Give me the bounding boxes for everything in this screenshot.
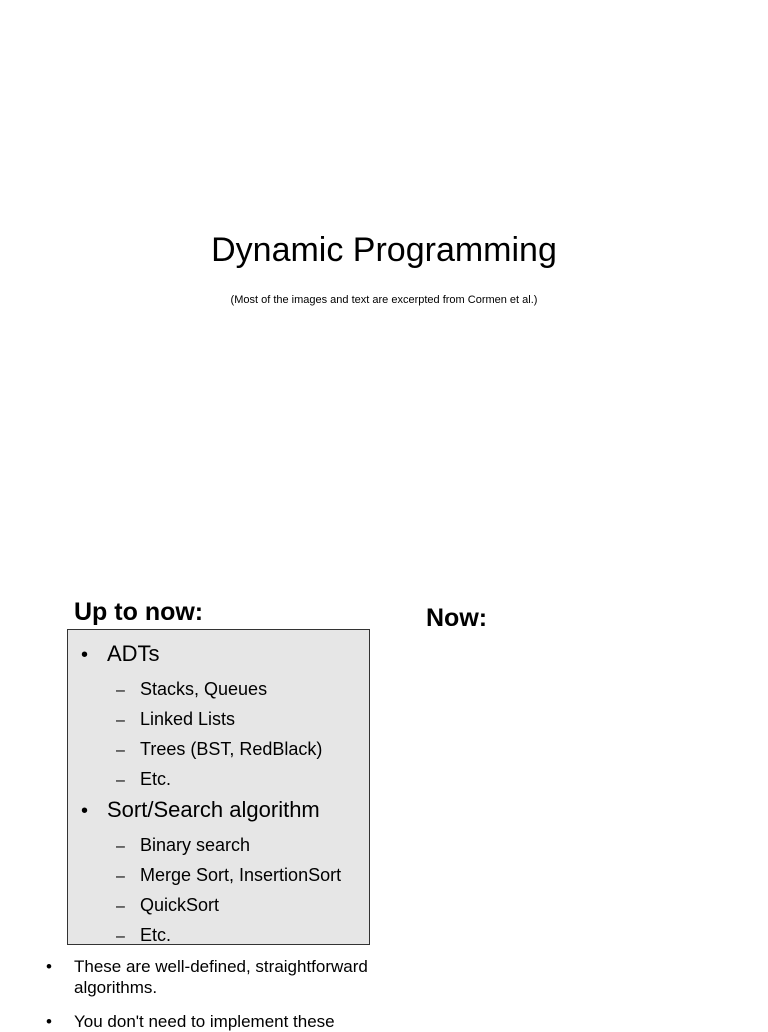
list-item: [81, 640, 160, 669]
bullet-icon: •: [46, 957, 52, 976]
item-label: Etc.: [140, 925, 172, 945]
list-item: [116, 737, 322, 763]
bullet-icon: •: [81, 644, 89, 666]
note-text: You don't need to implement these: [74, 1012, 335, 1031]
dash-icon: –: [116, 682, 125, 699]
item-label: Trees (BST, RedBlack): [140, 739, 323, 759]
dash-icon: –: [116, 928, 125, 945]
dash-icon: –: [116, 838, 125, 855]
slide-title: Dynamic Programming: [211, 231, 557, 269]
group-label: ADTs: [107, 641, 160, 666]
topics-box: [67, 629, 370, 945]
now-heading: Now:: [426, 604, 488, 632]
item-label: QuickSort: [140, 895, 220, 915]
list-item: [116, 707, 235, 733]
bullet-icon: •: [81, 800, 89, 822]
dash-icon: –: [116, 772, 125, 789]
item-label: Linked Lists: [140, 709, 236, 729]
dash-icon: –: [116, 868, 125, 885]
list-item: [116, 863, 341, 889]
list-item: [116, 833, 250, 859]
item-label: Stacks, Queues: [140, 679, 268, 699]
list-item: [116, 893, 219, 919]
item-label: Binary search: [140, 835, 251, 855]
list-item: [81, 796, 320, 825]
list-item: [116, 767, 171, 793]
dash-icon: –: [116, 712, 125, 729]
list-item: [116, 677, 267, 703]
group-label: Sort/Search algorithm: [107, 797, 320, 822]
item-label: Etc.: [140, 769, 172, 789]
bullet-icon: •: [46, 1012, 52, 1031]
dash-icon: –: [116, 742, 125, 759]
item-label: Merge Sort, InsertionSort: [140, 865, 342, 885]
dash-icon: –: [116, 898, 125, 915]
slide-subtitle: (Most of the images and text are excerpted from Cormen et al.): [230, 294, 538, 306]
list-item: [116, 923, 171, 945]
note-text: These are well-defined, straightforward algorithms.: [74, 957, 368, 997]
up-to-now-heading: Up to now:: [74, 598, 204, 626]
